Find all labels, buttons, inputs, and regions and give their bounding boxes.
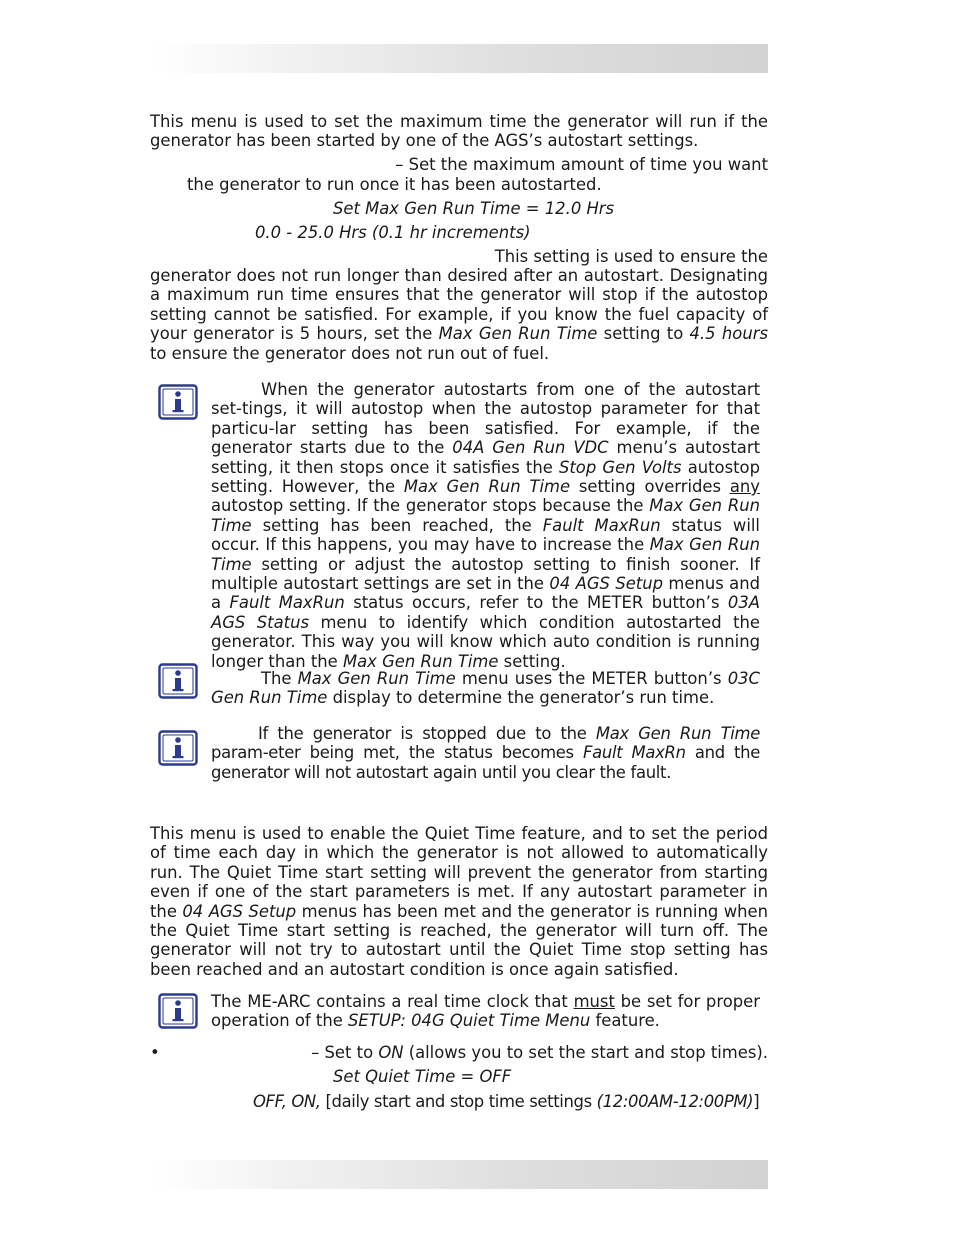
reason-paragraph: generator does not run longer than desired after an autostart. Designating a maximum run time ensures that the generator will stop if the autostop setting cannot be satisfied. For example, if you know the fuel capacity of your generator is 5 hours, set the Max Gen Run Time setting to 4.5 hours to ensure the generator does not run out of fuel. [150,266,768,363]
note-text: When the generator autostarts from one of the autostart set-tings, it will autostop when the autostop parameter for that particu-lar setting has been satisfied. For example, if the generator starts due to the 04A Gen Run VDC menu’s autostart setting, it then stops once it satisfies the Stop Gen Volts autostop setting. However, the Max Gen Run Time setting overrides any autostop setting. If the generator stops because the Max Gen Run Time setting has been reached, the Fault MaxRun status will occur. If this happens, you may have to increase the Max Gen Run Time setting or adjust the autostop setting to finish sooner. If multiple autostart settings are set in the 04 AGS Setup menus and a Fault MaxRun status occurs, refer to the METER button’s 03A AGS Status menu to identify which condition autostarted the generator. This way you will know which auto condition is running longer than the Max Gen Run Time setting. [211,380,761,671]
info-icon [158,384,198,420]
default-setting-display: Set Max Gen Run Time = 12.0 Hrs [333,199,615,218]
footer-band [150,1160,768,1189]
note-text: The Max Gen Run Time menu uses the METER button’s 03C Gen Run Time display to determine the generator’s run time. [211,669,760,708]
quiet-time-setting-description: – Set to ON (allows you to set the start and stop times). [311,1043,768,1062]
header-band [150,44,768,73]
quiet-time-default-display: Set Quiet Time = OFF [333,1067,512,1086]
bullet: • [150,1043,160,1062]
note-text: The ME-ARC contains a real time clock that must be set for proper operation of the SETUP: 04G Quiet Time Menu feature. [211,992,760,1031]
info-icon [158,993,198,1029]
setting-description-line1: – Set the maximum amount of time you want [395,155,768,174]
setting-description-line2: the generator to run once it has been autostarted. [187,175,602,194]
reason-line1: This setting is used to ensure the [494,247,768,266]
info-icon [158,663,198,699]
note-text: If the generator is stopped due to the Max Gen Run Time param-eter being met, the status becomes Fault MaxRn and the generator will not autostart again until you clear the fault. [211,724,761,782]
intro-paragraph-quiet-time: This menu is used to enable the Quiet Time feature, and to set the period of time each day in which the generator is not allowed to automatically run. The Quiet Time start setting will prevent the generator from starting even if one of the start parameters is met. If any autostart parameter in the 04 AGS Setup menus has been met and the generator is running when the Quiet Time start setting is reached, the generator will turn off. The generator will not try to autostart until the Quiet Time stop setting has been reached and an autostart condition is once again satisfied. [150,824,768,979]
intro-paragraph-max-run: This menu is used to set the maximum time the generator will run if the generator has been started by one of the AGS’s autostart settings. [150,112,768,151]
setting-range: 0.0 - 25.0 Hrs (0.1 hr increments) [255,223,531,242]
info-icon [158,730,198,766]
quiet-time-range: OFF, ON, [daily start and stop time settings (12:00AM-12:00PM)] [253,1092,760,1111]
